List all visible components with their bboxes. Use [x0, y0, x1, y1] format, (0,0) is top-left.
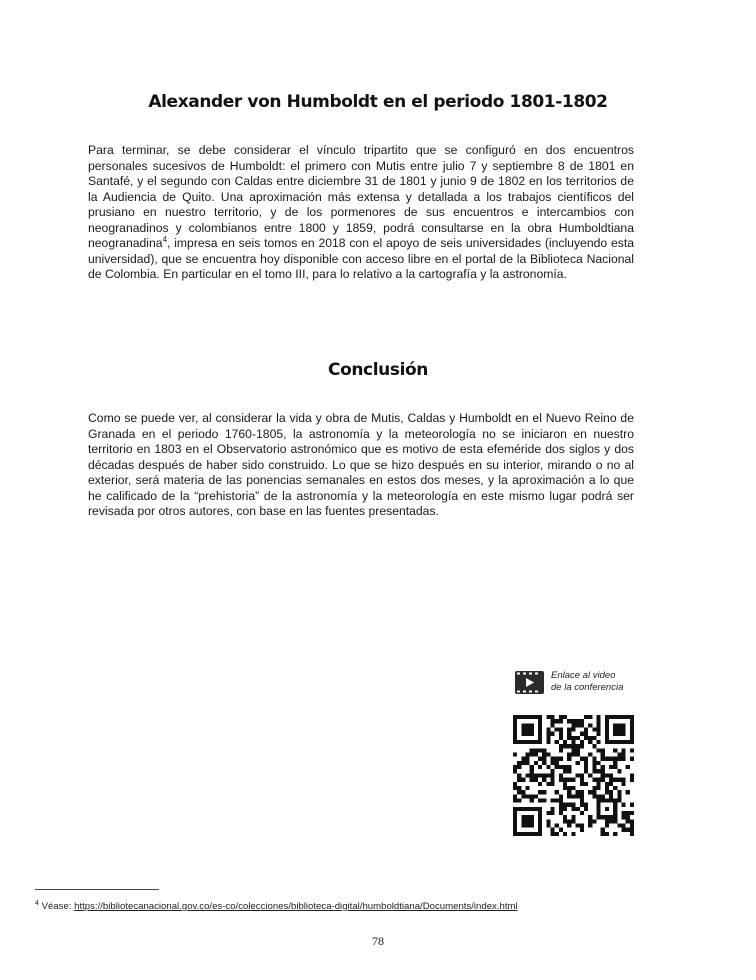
video-link[interactable]	[515, 670, 645, 698]
video-play-icon[interactable]	[515, 671, 544, 694]
footnote	[35, 901, 518, 912]
video-caption-line2: de la conferencia	[551, 682, 624, 693]
paragraph-conclusion: Como se puede ver, al considerar la vida y obra de Mutis, Caldas y Humboldt en el Nuevo Reino de Granada en el periodo 1760-1805, la astronomía y la meteorología no se iniciaron en nuestro territorio en 1803 en el Observatorio astronómico que es motivo de esta efeméride dos siglos y dos décadas después de haber sido construido. Lo que se hizo después en su interior, mirando o no al exterior, será materia de las ponencias semanales en estos dos meses, y la aproximación a lo que he calificado de la “prehistoria” de la astronomía y la meteorología en este mismo lugar podrá ser revisada por otros autores, con base en las fuentes presentadas.	[88, 411, 634, 518]
section-title-conclusion: Conclusión	[328, 360, 428, 380]
footnote-divider	[35, 889, 159, 890]
paragraph-text-part1: Para terminar, se debe considerar el vínculo tripartito que se configuró en dos encuentros personales sucesivos de Humboldt: el primero con Mutis entre julio 7 y septiembre 8 de 1801 en Santafé, y el segundo con Caldas entre diciembre 31 de 1801 y junio 9 de 1802 en los territorios de la Audiencia de Quito. Una aproximación más extensa y detallada a los trabajos científicos del prusiano en nuestro territorio, y de los pormenores de sus encuentros e intercambios con neogranadinos y colombianos entre 1800 y 1859, podrá consultarse en la obra Humboldtiana neogranadina	[88, 143, 634, 250]
paragraph-text-part2: , impresa en seis tomos en 2018 con el apoyo de seis universidades (incluyendo esta universidad), que se encuentra hoy disponible con acceso libre en el portal de la Biblioteca Nacional de Colombia. En particular en el tomo III, para lo relativo a la cartografía y la astronomía.	[88, 236, 634, 281]
qr-code[interactable]	[513, 715, 634, 836]
footnote-number: 4	[35, 899, 39, 907]
page-number: 78	[372, 934, 384, 948]
footnote-link[interactable]: https://bibliotecanacional.gov.co/es-co/colecciones/biblioteca-digital/humboldtiana/Documents/index.html	[74, 901, 518, 912]
section-title-humboldt: Alexander von Humboldt en el periodo 1801-1802	[148, 92, 608, 112]
footnote-label: Véase:	[41, 901, 72, 912]
footnote-reference[interactable]: 4	[162, 234, 168, 244]
video-caption	[551, 670, 623, 694]
video-caption-line1: Enlace al video	[551, 670, 616, 681]
paragraph-humboldt	[88, 143, 634, 283]
